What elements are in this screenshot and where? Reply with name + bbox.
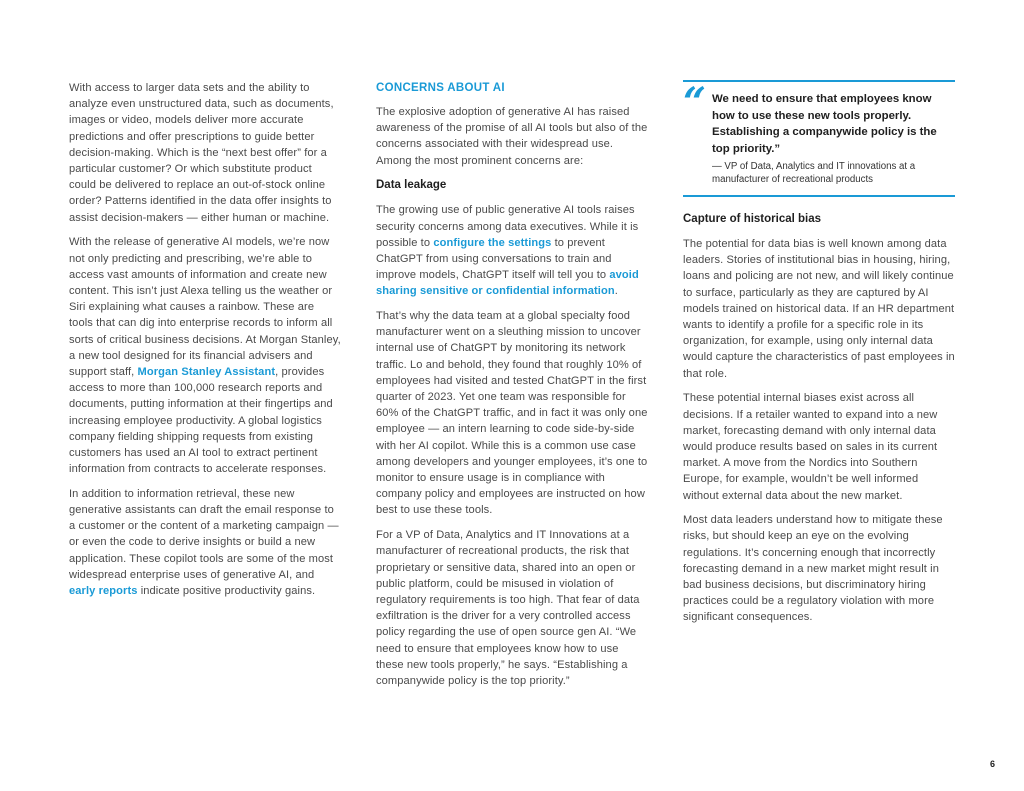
paragraph-bias-internal: These potential internal biases exist across all decisions. If a retailer wanted to expand into a new market, forecasting demand with only internal data would produce results based on sales in its current market. A move from the Nordics into Southern Europe, for example, wouldn’t be well informed without external data about the new market. bbox=[683, 392, 938, 502]
paragraph-security bbox=[376, 202, 648, 299]
configure-settings-link[interactable]: configure the settings bbox=[433, 236, 552, 249]
paragraph-text: With the release of generative AI models, we’re now not only predicting and prescribing, we’re able to access vast amounts of information and create new content. This isn’t just Alexa telling us the weather or Siri explaining what causes a rainbow. These are tools that can dig into enterprise records to inform all sorts of critical business decisions. At Morgan Stanley, a new tool designed for its financial advisers and support staff, bbox=[69, 236, 341, 378]
heading-historical-bias: Capture of historical bias bbox=[683, 213, 822, 225]
paragraph-text: to prevent ChatGPT from using conversations to train and improve models, ChatGPT itself will tell you to bbox=[376, 236, 612, 282]
early-reports-link[interactable]: early reports bbox=[69, 585, 138, 598]
quote-text: We need to ensure that employees know how to use these new tools properly. Establishing a companywide policy is the top priority.” bbox=[712, 93, 937, 155]
paragraph-predictive: With access to larger data sets and the ability to analyze even unstructured data, such as documents, images or video, models deliver more accurate predictions and offer prescriptions to guide better decision-making. Which is the “next best offer” for a particular customer? Or which substitute product could be delivered to replace an out-of-stock online order? Patterns identified in the data offer insights to assist decision-makers — either human or machine. bbox=[69, 82, 334, 224]
paragraph-text: The growing use of public generative AI tools raises security concerns among data executives. While it is possible to bbox=[376, 204, 639, 249]
paragraph-generative bbox=[69, 234, 341, 477]
pull-quote bbox=[683, 80, 955, 197]
paragraph-text: indicate positive productivity gains. bbox=[137, 585, 316, 598]
paragraph-sleuthing: That’s why the data team at a global specialty food manufacturer went on a sleuthing mission to uncover internal use of ChatGPT by monitoring its network traffic. Lo and behold, they found that roughly 10% of employees had visited and tested ChatGPT in the first quarter of 2023. Yet one team was responsible for 60% of the ChatGPT traffic, and in fact it was only one employee — an intern learning to code side-by-side with her AI copilot. While this is a common use case among developers and younger employees, it’s one to monitor to ensure usage is in compliance with company policy and employees are instructed on how best to use these tools. bbox=[376, 310, 648, 517]
paragraph-bias-mitigate: Most data leaders understand how to mitigate these risks, but should keep an eye on the evolving regulations. It’s concerning enough that incorrectly forecasting demand in a new market might result in bad business decisions, but discriminatory hiring practices could be a regulatory violation with more significant consequences. bbox=[683, 514, 943, 624]
column-left bbox=[69, 80, 341, 608]
paragraph-text: , provides access to more than 100,000 research reports and documents, putting information at their fingertips and increasing employee productivity. A global logistics company fielding shipping requests from existing customers has used an AI tool to extract pertinent information from contracts to accelerate responses. bbox=[69, 365, 333, 476]
quote-mark-icon: “ bbox=[683, 79, 707, 126]
page-number: 6 bbox=[990, 759, 996, 769]
column-middle bbox=[376, 80, 648, 698]
quote-attribution: — VP of Data, Analytics and IT innovations at a manufacturer of recreational products bbox=[712, 161, 916, 185]
section-title: CONCERNS ABOUT AI bbox=[376, 82, 505, 94]
paragraph-intro: The explosive adoption of generative AI has raised awareness of the promise of all AI tools but also of the concerns associated with their widespread use. Among the most prominent concerns are: bbox=[376, 106, 648, 167]
avoid-sharing-link[interactable]: avoid sharing sensitive or confidential information bbox=[376, 269, 639, 298]
paragraph-bias-potential: The potential for data bias is well known among data leaders. Stories of institutional bias in housing, hiring, loans and policing are not new, and will likely continue to surface, particularly as they are captured by AI models trained on historical data. If an HR department wants to identify a profile for a specific role in its organization, for example, using only internal data would capture the characteristics of past employees in that role. bbox=[683, 238, 955, 380]
column-right bbox=[683, 80, 955, 634]
heading-data-leakage: Data leakage bbox=[376, 179, 447, 192]
morgan-stanley-assistant-link[interactable]: Morgan Stanley Assistant bbox=[137, 365, 276, 378]
paragraph-vp-risk: For a VP of Data, Analytics and IT Innovations at a manufacturer of recreational products, the risk that proprietary or sensitive data, shared into an open or public platform, could be misused in violation of regulatory requirements is too high. That fear of data exfiltration is the driver for a very controlled access policy regarding the use of open source gen AI. “We need to ensure that employees know how to use these new tools properly,” he says. “Establishing a companywide policy is the top priority.” bbox=[376, 529, 640, 687]
paragraph-text: . bbox=[614, 285, 618, 298]
paragraph-copilot bbox=[69, 486, 341, 599]
paragraph-text: In addition to information retrieval, these new generative assistants can draft the email response to a customer or the content of a marketing campaign — or even the code to derive insights or build a new application. These copilot tools are some of the most widespread enterprise uses of generative AI, and bbox=[69, 487, 339, 581]
